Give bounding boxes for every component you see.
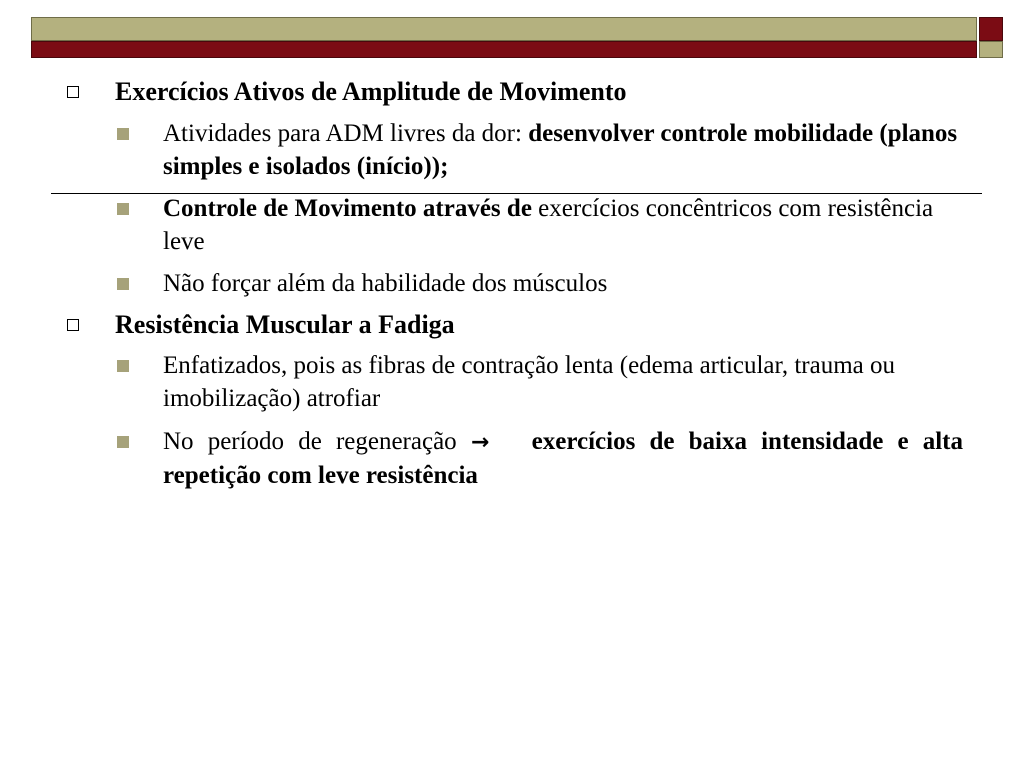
filled-square-bullet-icon bbox=[117, 278, 129, 290]
bullet-item-enfatizados bbox=[163, 349, 963, 415]
filled-square-bullet-icon bbox=[117, 360, 129, 372]
header-bar-red bbox=[31, 41, 977, 58]
item-text-bold: Controle de Movimento através de bbox=[163, 195, 539, 222]
item-text-normal: exercícios concêntricos com resistência leve bbox=[163, 195, 934, 255]
bullet-heading-resistencia-muscular bbox=[115, 309, 975, 341]
bullet-item-periodo-regeneracao bbox=[163, 425, 963, 492]
bullet-heading-exercicios-ativos bbox=[115, 76, 975, 108]
item-text-bold: desenvolver controle mobilidade (planos simples e isolados (início)); bbox=[163, 120, 958, 180]
item-text-normal: Atividades para ADM livres da dor: bbox=[163, 120, 529, 147]
header-bar-olive bbox=[31, 17, 977, 41]
item-text-bold: exercícios de baixa intensidade e alta repetição com leve resistência bbox=[163, 428, 963, 489]
heading-text: Resistência Muscular a Fadiga bbox=[115, 310, 455, 339]
item-text-normal: No período de regeneração bbox=[163, 428, 471, 455]
right-arrow-icon: → bbox=[470, 430, 490, 455]
heading-text: Exercícios Ativos de Amplitude de Movimento bbox=[115, 77, 627, 106]
hollow-square-bullet-icon bbox=[67, 86, 79, 98]
bullet-item-nao-forcar bbox=[163, 267, 963, 300]
header-square-red bbox=[979, 17, 1003, 41]
filled-square-bullet-icon bbox=[117, 436, 129, 448]
item-text-normal: Enfatizados, pois as fibras de contração lenta (edema articular, trauma ou imobilização) atrofiar bbox=[163, 352, 896, 412]
item-text-normal: Não forçar além da habilidade dos músculos bbox=[163, 270, 608, 297]
hollow-square-bullet-icon bbox=[67, 319, 79, 331]
filled-square-bullet-icon bbox=[117, 203, 129, 215]
header-square-olive bbox=[979, 41, 1003, 58]
bullet-item-atividades-adm bbox=[163, 117, 963, 183]
bullet-item-controle-movimento bbox=[163, 192, 963, 258]
filled-square-bullet-icon bbox=[117, 128, 129, 140]
